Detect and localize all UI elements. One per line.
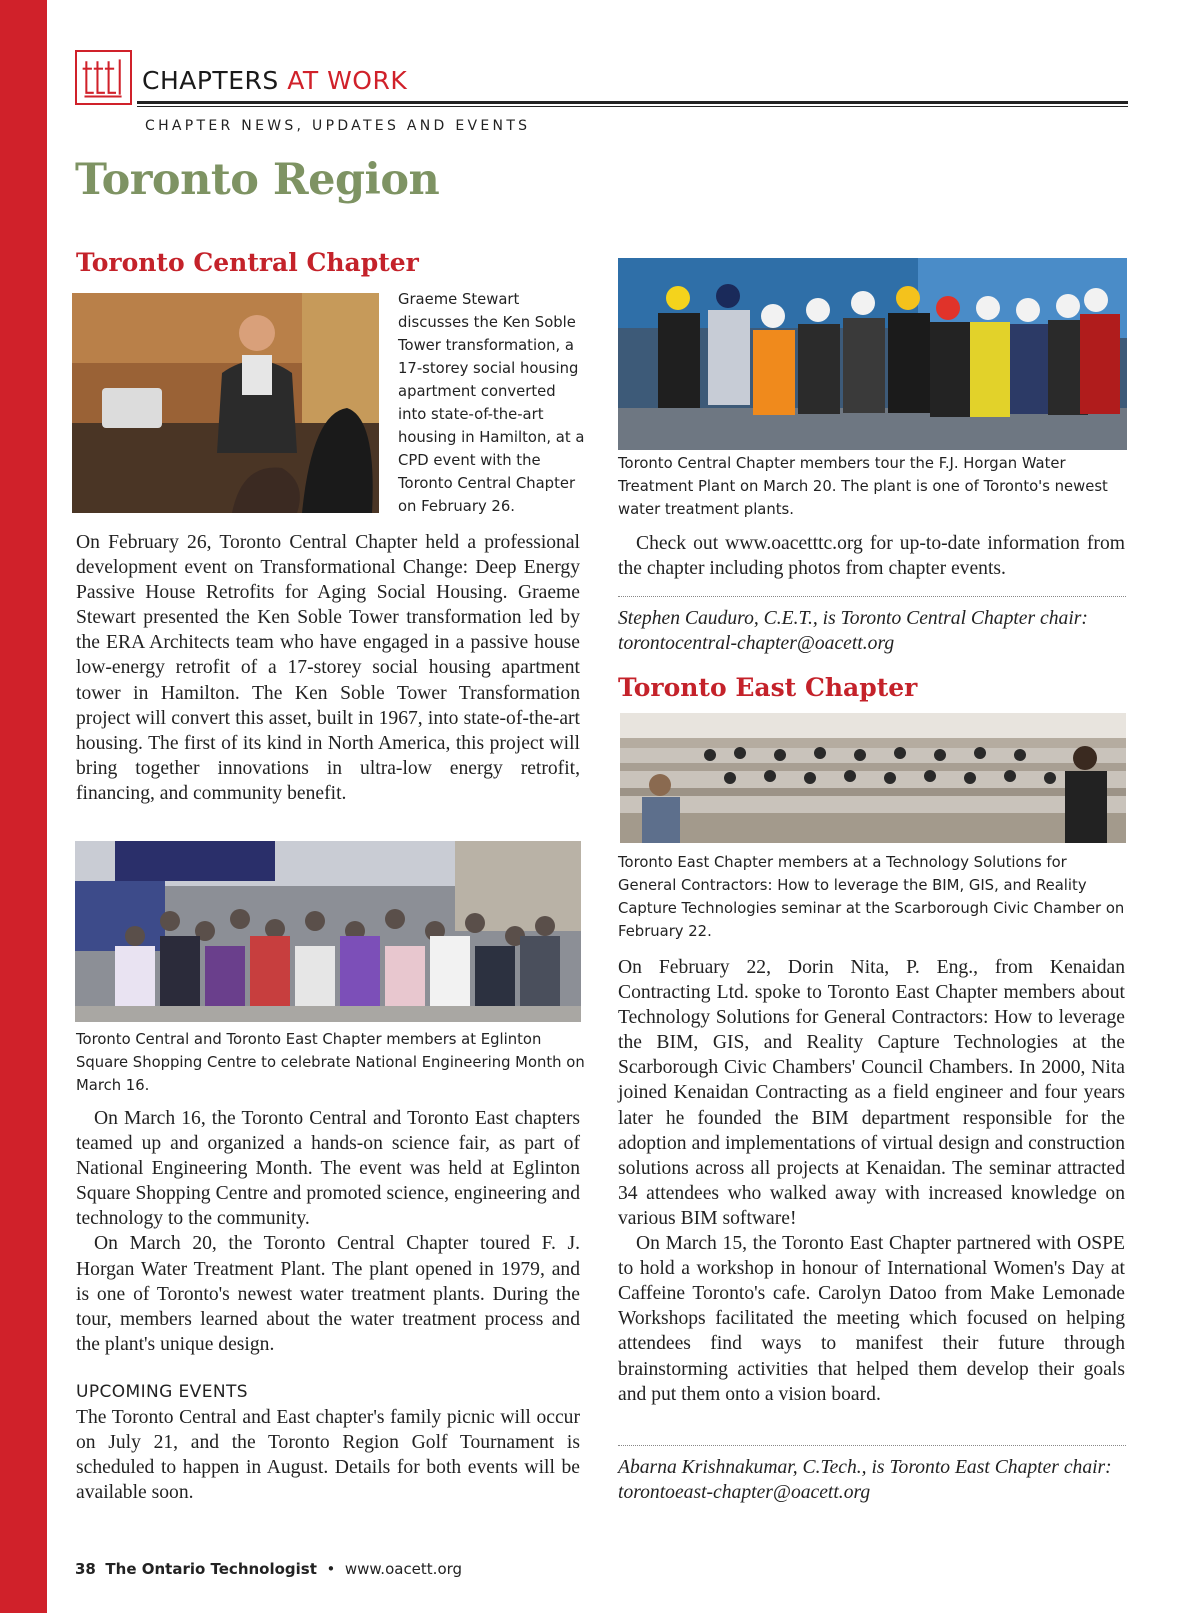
- east-chapter-heading: Toronto East Chapter: [618, 673, 918, 702]
- photo-horgan-plant-tour: [618, 258, 1127, 450]
- central-para-3-text: On March 20, the Toronto Central Chapter toured F. J. Horgan Water Treatment Plant. The plant opened in 1979, and is one of Toronto's newest water treatment plants. During the tour, members learned about the water treatment process and the plant's unique design.: [76, 1233, 580, 1355]
- divider: [618, 1445, 1126, 1446]
- east-para-1-text: On February 22, Dorin Nita, P. Eng., from Kenaidan Contracting Ltd. spoke to Toronto East Chapter members about Technology Solutions for General Contractors: How to leverage the BIM, GIS, and Reality Capture Technologies at the Scarborough Civic Chambers' Council Chambers. In 2000, Nita joined Kenaidan Contracting as a field engineer and four years later he founded the BIM department responsible for the adoption and implementations of virtual design and construction solutions across all projects at Kenaidan. The seminar attracted 34 attendees who walked away with increased knowledge on various BIM software!: [618, 957, 1125, 1229]
- central-paragraph-2: [76, 1106, 580, 1357]
- upcoming-events-heading: UPCOMING EVENTS: [76, 1382, 248, 1402]
- header-rule: [137, 101, 1128, 104]
- upcoming-events-text: The Toronto Central and East chapter's family picnic will occur on July 21, and the Toronto Region Golf Tournament is scheduled to happen in August. Details for both events will be available soon.: [76, 1407, 580, 1504]
- central-paragraph-1: [76, 530, 580, 806]
- photo-graeme-stewart: [72, 293, 379, 513]
- central-chapter-heading: Toronto Central Chapter: [76, 248, 419, 277]
- upcoming-events-text-block: [76, 1405, 580, 1505]
- central-website-block: [618, 531, 1125, 581]
- east-chair-signature: Abarna Krishnakumar, C.Tech., is Toronto East Chapter chair: torontoeast-chapter@oacett.org: [618, 1457, 1112, 1504]
- section-subheading: CHAPTER NEWS, UPDATES AND EVENTS: [145, 118, 531, 134]
- page-edge-bar: [0, 0, 47, 1613]
- header-rule-thin: [137, 106, 1128, 107]
- photo-eglinton-caption: Toronto Central and Toronto East Chapter members at Eglinton Square Shopping Centre to celebrate National Engineering Month on March 16.: [76, 1031, 585, 1094]
- central-para-2-text: On March 16, the Toronto Central and Toronto East chapters teamed up and organized a hands-on science fair, as part of National Engineering Month. The event was held at Eglinton Square Shopping Centre and promoted science, engineering and technology to the community.: [76, 1108, 580, 1230]
- section-title-word2: AT WORK: [287, 66, 408, 95]
- photo-scarborough-seminar: [620, 713, 1126, 843]
- east-para-2-text: On March 15, the Toronto East Chapter partnered with OSPE to hold a workshop in honour of International Women's Day at Caffeine Toronto's cafe. Carolyn Datoo from Make Lemonade Workshops facilitated the meeting which focused on helping attendees find ways to manifest their future through brainstorming activities that helped them develop their goals and put them onto a vision board.: [618, 1233, 1125, 1405]
- logo-mark-icon: [77, 52, 130, 103]
- photo-graeme-stewart-caption: Graeme Stewart discusses the Ken Soble Tower transformation, a 17-storey social housing apartment converted into state-of-the-art housing in Hamilton, at a CPD event with the Toronto Central Chapter on February 26.: [398, 291, 585, 515]
- footer-separator: •: [326, 1560, 336, 1578]
- section-title-word1: CHAPTERS: [142, 66, 279, 95]
- central-para-1-text: On February 26, Toronto Central Chapter held a professional development event on Transformational Change: Deep Energy Passive House Retrofits for Aging Social Housing. Graeme Stewart presented the Ken Soble Tower transformation led by the ERA Architects team who have engaged in a passive house low-energy retrofit of a 17-storey social housing apartment tower in Hamilton. The Ken Soble Tower Transformation project will convert this asset, built in 1967, into state-of-the-art housing. The first of its kind in North America, this project will bring together innovations in ultra-low energy retrofit, financing, and community benefit.: [76, 532, 580, 804]
- oacett-logo: [75, 50, 132, 105]
- publication-name: The Ontario Technologist: [105, 1560, 317, 1578]
- photo-horgan-caption: Toronto Central Chapter members tour the F.J. Horgan Water Treatment Plant on March 20. The plant is one of Toronto's newest water treatment plants.: [618, 455, 1108, 518]
- divider: [618, 596, 1126, 597]
- central-website-text: Check out www.oacetttc.org for up-to-date information from the chapter including photos from chapter events.: [618, 533, 1125, 580]
- footer-url: www.oacett.org: [344, 1560, 463, 1578]
- photo-scarborough-caption: Toronto East Chapter members at a Technology Solutions for General Contractors: How to leverage the BIM, GIS, and Reality Capture Technologies seminar at the Scarborough Civic Chamber on February 22.: [618, 854, 1125, 940]
- region-title: Toronto Region: [75, 155, 440, 205]
- central-chair-signature: Stephen Cauduro, C.E.T., is Toronto Central Chapter chair: torontocentral-chapter@oacett.org: [618, 608, 1088, 655]
- page-number: 38: [75, 1560, 96, 1578]
- photo-eglinton-science-fair: [75, 841, 581, 1022]
- page-footer: [75, 1560, 462, 1578]
- east-paragraphs: [618, 955, 1125, 1407]
- section-title: [142, 66, 407, 95]
